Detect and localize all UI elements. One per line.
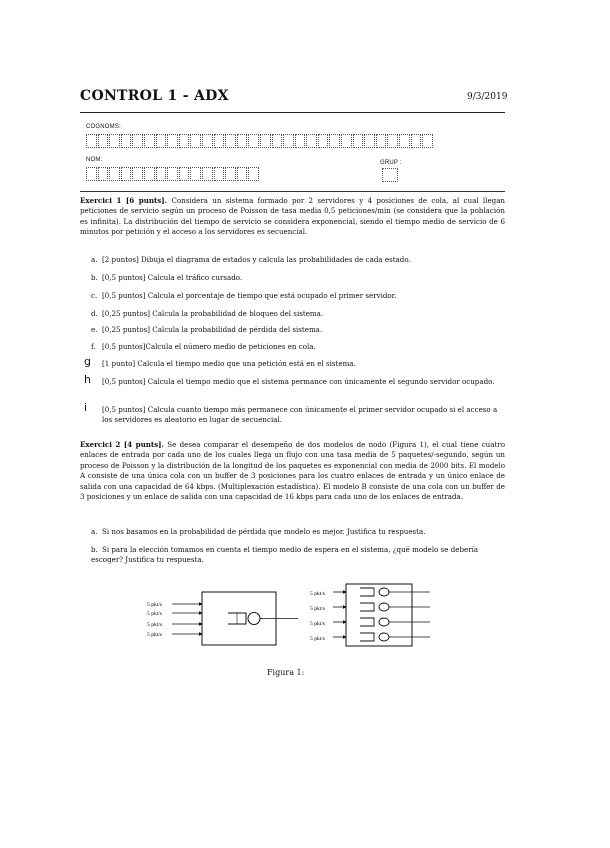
ex1-item-h-handwritten-mark: h	[84, 373, 91, 386]
ex1-item-i-handwritten-mark: i	[84, 401, 88, 414]
nom-letter-box[interactable]	[225, 167, 236, 181]
exercise-2-body: Se desea comparar el desempeño de dos modelos de nodo (Figura 1), el cual tiene cuatro enlaces de entrada por cada uno de los cuales llega un flujo con una tasa media de 5 paquetes/-segundo, según un proceso de Poisson y la distribución de la longitud de los paquetes es exponencial con media de 2000 bits. El modelo A consiste de una única cola con un buffer de 3 posiciones para los cuatro enlaces de entrada y un único enlace de salida con una capacidad de 64 kbps. (Multiplexación estadística). El modelo B consiste de una cola con un buffer de 3 posiciones y un enlace de salida con una capacidad de 16 kbps para cada uno de los enlaces de entrada.	[80, 440, 505, 502]
ex1-item-f: f. [0,5 puntos]Calcula el número medio de peticiones en cola.	[91, 342, 316, 351]
nom-letter-box[interactable]	[190, 167, 201, 181]
cognoms-letter-box[interactable]	[167, 134, 178, 148]
nom-letter-box[interactable]	[237, 167, 248, 181]
cognoms-letter-box[interactable]	[318, 134, 329, 148]
title-divider	[80, 112, 505, 113]
cognoms-letter-box[interactable]	[86, 134, 97, 148]
cognoms-letter-box[interactable]	[411, 134, 422, 148]
cognoms-letter-box[interactable]	[364, 134, 375, 148]
cognoms-letter-box[interactable]	[190, 134, 201, 148]
cognoms-boxes[interactable]	[86, 134, 434, 148]
model-b-queue-4	[333, 633, 430, 641]
form-divider	[80, 191, 505, 192]
model-a-diagram	[147, 592, 298, 645]
exercise-1-statement	[80, 196, 505, 238]
exercise-1-heading: Exercici 1 [6 punts].	[80, 196, 168, 205]
ex1-item-e: e. [0,25 puntos] Calcula la probabilidad de pérdida del sistema.	[91, 325, 323, 334]
cognoms-letter-box[interactable]	[353, 134, 364, 148]
cognoms-letter-box[interactable]	[422, 134, 433, 148]
ex1-item-b: b. [0,5 puntos] Calcula el tráfico cursado.	[91, 273, 243, 282]
nom-letter-box[interactable]	[179, 167, 190, 181]
model-b-queue-1	[333, 588, 430, 596]
model-b-queue-3	[333, 618, 430, 626]
model-a-server	[248, 613, 260, 625]
nom-label: NOM:	[86, 157, 103, 163]
cognoms-letter-box[interactable]	[306, 134, 317, 148]
cognoms-letter-box[interactable]	[399, 134, 410, 148]
nom-letter-box[interactable]	[214, 167, 225, 181]
cognoms-letter-box[interactable]	[202, 134, 213, 148]
cognoms-letter-box[interactable]	[237, 134, 248, 148]
cognoms-letter-box[interactable]	[260, 134, 271, 148]
nom-letter-box[interactable]	[109, 167, 120, 181]
grup-box[interactable]	[382, 168, 398, 182]
model-b-input-label-4: 5 pkt/s	[310, 636, 326, 642]
ex1-item-g: [1 punto] Calcula el tiempo medio que una petición está en el sistema.	[102, 359, 356, 368]
nom-letter-box[interactable]	[202, 167, 213, 181]
model-a-input-label-3: 5 pkt/s	[147, 622, 163, 628]
nom-letter-box[interactable]	[132, 167, 143, 181]
model-b-input-label-1: 5 pkt/s	[310, 591, 326, 597]
model-b-input-label-2: 5 pkt/s	[310, 606, 326, 612]
nom-boxes[interactable]	[86, 167, 260, 181]
nom-letter-box[interactable]	[144, 167, 155, 181]
model-a-input-label-2: 5 pkt/s	[147, 611, 163, 617]
model-a-input-label-1: 5 pkt/s	[147, 602, 163, 608]
ex2-item-b: b. Si para la elección tomamos en cuenta el tiempo medio de espera en el sistema, ¿qué modelo se debería escoger? Justifica tu respuesta.	[91, 545, 479, 564]
cognoms-letter-box[interactable]	[387, 134, 398, 148]
exam-date: 9/3/2019	[467, 92, 508, 102]
ex1-item-d: d. [0,25 puntos] Calcula la probabilidad de bloqueo del sistema.	[91, 309, 324, 318]
model-b-input-label-3: 5 pkt/s	[310, 621, 326, 627]
figure-caption: Figura 1:	[267, 668, 305, 677]
nom-letter-box[interactable]	[86, 167, 97, 181]
nom-letter-box[interactable]	[156, 167, 167, 181]
cognoms-letter-box[interactable]	[248, 134, 259, 148]
cognoms-letter-box[interactable]	[341, 134, 352, 148]
exercise-2-heading: Exercici 2 [4 punts].	[80, 440, 164, 449]
cognoms-letter-box[interactable]	[156, 134, 167, 148]
page-title: CONTROL 1 - ADX	[80, 88, 229, 104]
ex1-item-c: c. [0,5 puntos] Calcula el porcentaje de tiempo que está ocupado el primer servidor.	[91, 291, 397, 300]
ex1-item-h: [0,5 puntos] Calcula el tiempo medio que el sistema permance con únicamente el segundo servidor ocupado.	[102, 377, 495, 386]
cognoms-letter-box[interactable]	[121, 134, 132, 148]
cognoms-letter-box[interactable]	[98, 134, 109, 148]
nom-letter-box[interactable]	[167, 167, 178, 181]
cognoms-letter-box[interactable]	[214, 134, 225, 148]
cognoms-letter-box[interactable]	[329, 134, 340, 148]
model-b-diagram	[310, 584, 430, 646]
nom-letter-box[interactable]	[121, 167, 132, 181]
exercise-2-statement	[80, 440, 505, 502]
cognoms-letter-box[interactable]	[144, 134, 155, 148]
cognoms-letter-box[interactable]	[109, 134, 120, 148]
cognoms-letter-box[interactable]	[132, 134, 143, 148]
cognoms-letter-box[interactable]	[225, 134, 236, 148]
ex1-item-g-handwritten-mark: g	[84, 355, 91, 368]
ex1-item-a: a. [2 puntos] Dibuja el diagrama de estados y calcula las probabilidades de cada estado.	[91, 255, 411, 264]
model-a-input-label-4: 5 pkt/s	[147, 632, 163, 638]
cognoms-letter-box[interactable]	[376, 134, 387, 148]
cognoms-letter-box[interactable]	[179, 134, 190, 148]
cognoms-letter-box[interactable]	[283, 134, 294, 148]
nom-letter-box[interactable]	[248, 167, 259, 181]
ex2-item-a: a. Si nos basamos en la probabilidad de pérdida que modelo es mejor. Justifica tu respuesta.	[91, 527, 426, 536]
grup-label: GRUP :	[380, 160, 402, 166]
cognoms-label: COGNOMS:	[86, 124, 121, 130]
figure-1-diagram	[140, 580, 440, 655]
cognoms-letter-box[interactable]	[272, 134, 283, 148]
nom-letter-box[interactable]	[98, 167, 109, 181]
cognoms-letter-box[interactable]	[295, 134, 306, 148]
ex1-item-i: [0,5 puntos] Calcula cuanto tiempo más permanece con únicamente el primer servidor ocupado si el acceso a los servidores es aleatorio en lugar de secuencial.	[102, 405, 498, 424]
exercise-1-body: Considera un sistema formado por 2 servidores y 4 posiciones de cola, al cual llegan peticiones de servicio según un proceso de Poisson de tasa media 0,5 peticiones/min (se considera que la población es infinita). La distribución del tiempo de servicio se considera exponencial, siendo el tiempo medio de servicio de 6 minutos por petición y el acceso a los servidores es secuencial.	[80, 196, 505, 237]
model-b-queue-2	[333, 603, 430, 611]
